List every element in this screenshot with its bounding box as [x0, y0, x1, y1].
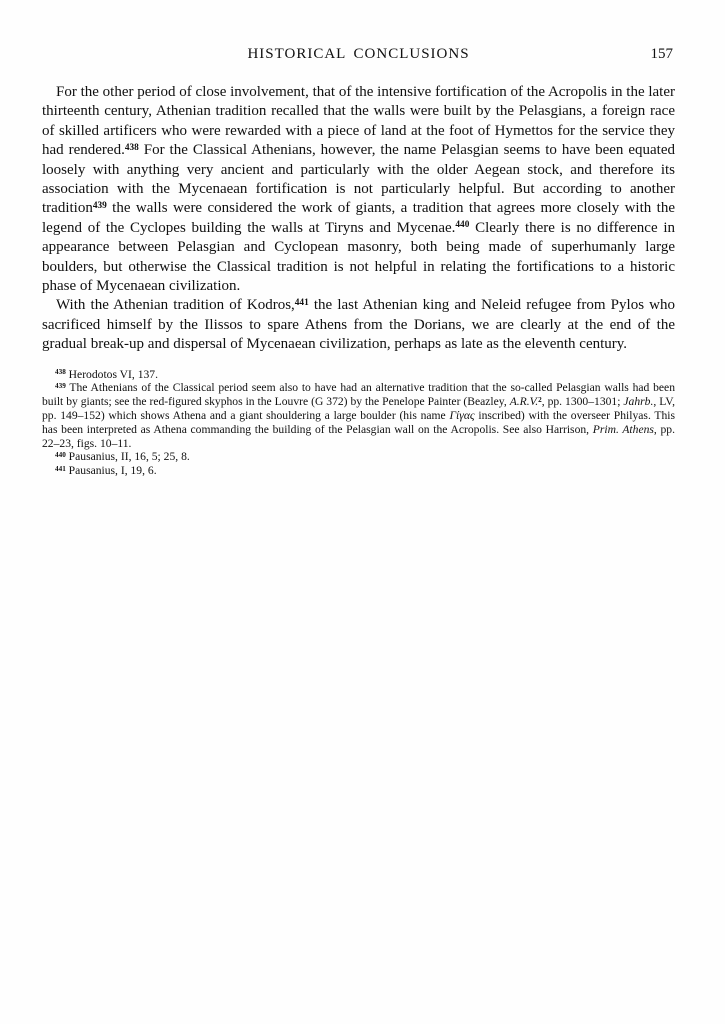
footnote-marker: 440 — [455, 220, 470, 231]
footnote — [42, 450, 675, 464]
text-run: inscribed) with the overseer Philyas. This has been interpreted as Athena commanding the building of the Pelasgian wall on the Acropolis. See also Harrison, — [42, 409, 675, 436]
footnote-marker: 439 — [55, 381, 66, 390]
text-run: the walls were considered the work of giants, a tradition that agrees more closely with the legend of the Cyclopes building the walls at Tiryns and Mycenae. — [42, 200, 675, 236]
text-run: For the Classical Athenians, however, the name Pelasgian seems to have been equated loosely with anything very ancient and particularly with the older Aegean stock, and therefore its association with the Mycenaean fortification is not particularly helpful. But according to another tradition — [42, 142, 676, 217]
footnotes — [42, 368, 675, 478]
text-run: , pp. 22–23, figs. 10–11. — [42, 422, 675, 450]
italic-text: Prim. Athens — [592, 422, 654, 436]
italic-text: Jahrb. — [623, 395, 654, 409]
text-run: For the other period of close involvement, that of the intensive fortification of the Acropolis in the later thirteenth century, Athenian tradition recalled that the walls were built by the Pelasgians, a foreign race of skilled artificers who were rewarded with a piece of land at the foot of Hymettos for the service they had rendered. — [42, 84, 675, 159]
italic-text: Γίγας — [449, 409, 475, 423]
text-run: the last Athenian king and Neleid refugee from Pylos who sacrificed himself by the Ilissos to spare Athens from the Dorians, we are clearly at the end of the gradual break-up and dispersal of Mycenaean civilization, perhaps as late as the eleventh century. — [42, 297, 675, 353]
footnote-marker: 438 — [124, 142, 139, 153]
text-run: Pausanius, I, 19, 6. — [65, 464, 157, 478]
text-run: With the Athenian tradition of Kodros, — [56, 297, 295, 314]
italic-text: A.R.V. — [509, 395, 539, 409]
footnote — [42, 381, 675, 450]
text-run: Pausanius, II, 16, 5; 25, 8. — [65, 450, 190, 464]
body-paragraph — [42, 83, 675, 296]
page-number: 157 — [650, 46, 673, 62]
body-paragraph — [42, 296, 675, 354]
text-run: , pp. 1300–1301; — [541, 395, 624, 409]
footnote — [42, 368, 675, 382]
footnote-marker: 439 — [92, 200, 107, 211]
body-text — [42, 83, 675, 355]
text-run: Herodotos VI, 137. — [65, 367, 158, 381]
text-run: Clearly there is no difference in appearance between Pelasgian and Cyclopean masonry, both being made of superhumanly large boulders, but otherwise the Classical tradition is not helpful in relating the fortifications to a historic phase of Mycenaean civilization. — [42, 219, 675, 295]
running-title: HISTORICAL CONCLUSIONS — [247, 46, 470, 62]
footnote-marker: 440 — [55, 450, 66, 459]
running-header — [42, 46, 675, 66]
footnote-marker: 441 — [294, 297, 309, 308]
footnote-marker: 441 — [55, 464, 66, 473]
text-run: The Athenians of the Classical period seem also to have had an alternative tradition that the so-called Pelasgian walls had been built by giants; see the red-figured skyphos in the Louvre (G 372) by the Penelope Painter (Beazley, — [42, 381, 675, 409]
text-run: , LV, pp. 149–152) which shows Athena and a giant shouldering a large boulder (his name — [42, 395, 675, 423]
footnote-marker: 2 — [538, 395, 542, 404]
footnote — [42, 464, 675, 478]
footnote-marker: 438 — [55, 368, 66, 377]
